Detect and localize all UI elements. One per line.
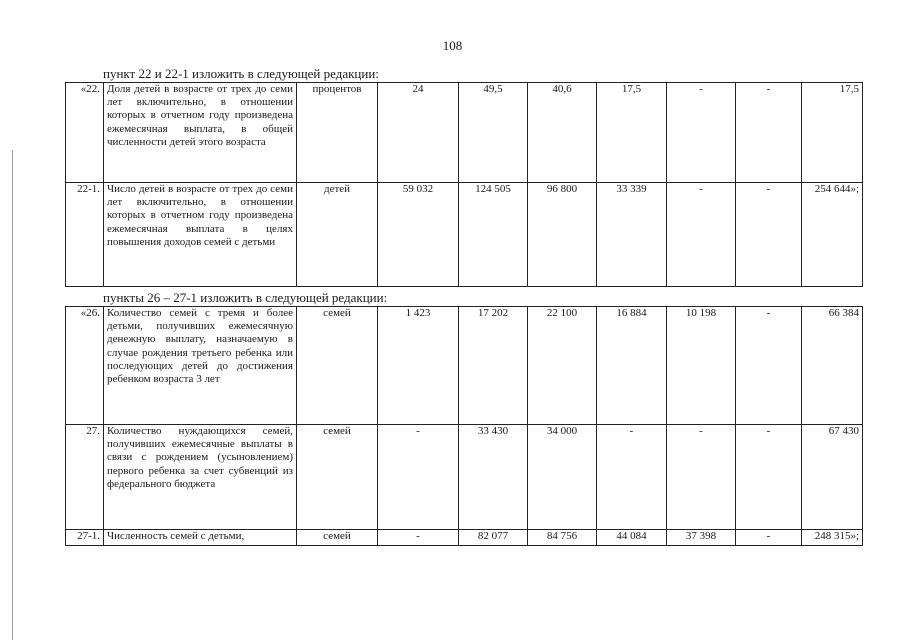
page-number: 108 <box>442 38 463 53</box>
table-items-26 <box>65 306 863 546</box>
row-total: 254 644»; <box>802 183 863 287</box>
row-description: Численность семей с детьми, <box>104 530 297 546</box>
row-unit: семей <box>297 530 378 546</box>
row-value: 24 <box>378 83 459 183</box>
row-value: - <box>667 183 736 287</box>
section-title-22: пункт 22 и 22-1 изложить в следующей редакции: <box>103 66 379 81</box>
row-unit: семей <box>297 425 378 530</box>
row-description: Число детей в возрасте от трех до семи лет включительно, в отношении которых в отчетном году произведена ежемесячная выплата в целях повышения доходов семей с детьми <box>104 183 297 287</box>
row-value: - <box>736 530 802 546</box>
table-row-22 <box>66 83 863 183</box>
row-number: 27-1. <box>66 530 104 546</box>
row-value: 82 077 <box>459 530 528 546</box>
row-total: 66 384 <box>802 307 863 425</box>
row-unit: детей <box>297 183 378 287</box>
row-number: 22-1. <box>66 183 104 287</box>
row-value: 10 198 <box>667 307 736 425</box>
row-value: 37 398 <box>667 530 736 546</box>
row-total: 67 430 <box>802 425 863 530</box>
row-total: 17,5 <box>802 83 863 183</box>
row-unit: процентов <box>297 83 378 183</box>
row-total: 248 315»; <box>802 530 863 546</box>
table-row-26 <box>66 307 863 425</box>
row-value: - <box>736 183 802 287</box>
row-value: - <box>667 83 736 183</box>
row-value: - <box>378 530 459 546</box>
row-description: Количество семей с тремя и более детьми, получивших ежемесячную денежную выплату, назначаемую в случае рождения третьего ребенка или последующих детей до достижения ребенком возраста 3 лет <box>104 307 297 425</box>
row-value: - <box>667 425 736 530</box>
table-items-22 <box>65 82 863 287</box>
row-value: 17,5 <box>597 83 667 183</box>
row-value: 16 884 <box>597 307 667 425</box>
row-description: Количество нуждающихся семей, получивших ежемесячные выплаты в связи с рождением (усыновлением) первого ребенка за счет субвенций из федерального бюджета <box>104 425 297 530</box>
row-value: 44 084 <box>597 530 667 546</box>
row-value: 84 756 <box>528 530 597 546</box>
table-row-22-1 <box>66 183 863 287</box>
row-value: - <box>597 425 667 530</box>
scan-edge-line <box>12 150 13 640</box>
row-value: 22 100 <box>528 307 597 425</box>
row-value: 34 000 <box>528 425 597 530</box>
row-value: - <box>736 425 802 530</box>
row-number: 27. <box>66 425 104 530</box>
table-row-27-1 <box>66 530 863 546</box>
row-value: 1 423 <box>378 307 459 425</box>
row-value: 40,6 <box>528 83 597 183</box>
row-value: 33 430 <box>459 425 528 530</box>
row-value: - <box>378 425 459 530</box>
row-value: 59 032 <box>378 183 459 287</box>
row-value: 49,5 <box>459 83 528 183</box>
row-value: - <box>736 83 802 183</box>
row-value: 17 202 <box>459 307 528 425</box>
row-value: 33 339 <box>597 183 667 287</box>
row-number: «22. <box>66 83 104 183</box>
row-value: 124 505 <box>459 183 528 287</box>
section-title-26: пункты 26 – 27-1 изложить в следующей редакции: <box>103 290 388 305</box>
row-unit: семей <box>297 307 378 425</box>
row-description: Доля детей в возрасте от трех до семи лет включительно, в отношении которых в отчетном году произведена ежемесячная выплата, в общей численности детей этого возраста <box>104 83 297 183</box>
row-number: «26. <box>66 307 104 425</box>
table-row-27 <box>66 425 863 530</box>
row-value: 96 800 <box>528 183 597 287</box>
row-value: - <box>736 307 802 425</box>
